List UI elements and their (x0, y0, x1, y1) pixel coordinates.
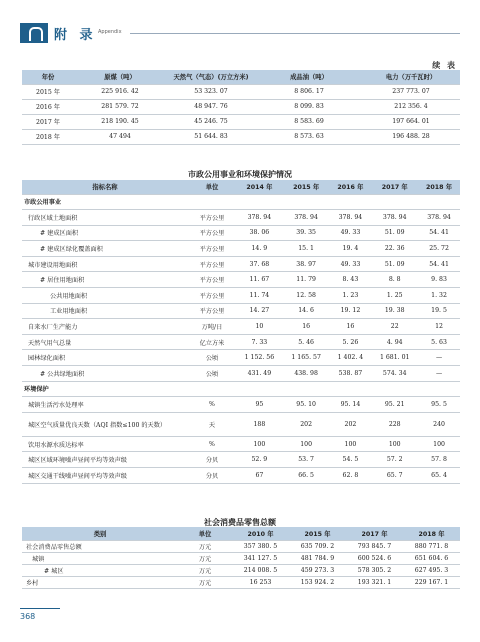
table-cell: 65. 4 (418, 468, 460, 484)
table-cell: % (188, 397, 236, 413)
table-cell: 平方公里 (188, 241, 236, 257)
table-cell: 95. 10 (283, 397, 330, 413)
table-cell: 1 402. 4 (330, 350, 372, 366)
table-cell: 212 356. 4 (362, 99, 460, 114)
table-cell: 54. 41 (418, 225, 460, 241)
table-row (22, 129, 460, 144)
table-cell: 万元 (178, 577, 232, 589)
table-cell: 11. 74 (236, 288, 283, 304)
column-header: 2014 年 (236, 180, 283, 194)
table-cell: 8. 8 (371, 272, 418, 288)
table-cell: 万元 (178, 540, 232, 552)
column-header: 原煤（吨） (74, 70, 166, 84)
table-row (22, 468, 460, 484)
table-cell: 100 (236, 436, 283, 452)
table-row (22, 552, 460, 564)
table-cell: 57. 8 (418, 452, 460, 468)
table-row (22, 366, 460, 382)
table-cell: 197 664. 01 (362, 114, 460, 129)
table-cell: 538. 87 (330, 366, 372, 382)
energy-consumption-table (22, 70, 460, 145)
page-number: 368 (20, 612, 36, 621)
table-cell: 平方公里 (188, 256, 236, 272)
table-cell: 14. 9 (236, 241, 283, 257)
column-header: 2010 年 (232, 527, 289, 540)
table-cell: 38. 97 (283, 256, 330, 272)
table-row (22, 288, 460, 304)
table-cell: 8. 43 (330, 272, 372, 288)
table-cell: 10 (236, 319, 283, 335)
table-cell: 2015 年 (22, 84, 74, 99)
table-cell: 19. 4 (330, 241, 372, 257)
row-label: # 居住用地面积 (22, 272, 188, 288)
column-header: 单位 (178, 527, 232, 540)
table-cell: 45 246. 75 (166, 114, 256, 129)
table-row (22, 241, 460, 257)
table-cell: 53 323. 07 (166, 84, 256, 99)
table-cell: 8 806. 17 (256, 84, 362, 99)
table-cell: 平方公里 (188, 272, 236, 288)
table-cell: 16 (283, 319, 330, 335)
table-cell: 153 924. 2 (289, 577, 346, 589)
table-cell: 分贝 (188, 452, 236, 468)
table-cell: 95. 21 (371, 397, 418, 413)
table-cell: 2016 年 (22, 99, 74, 114)
table-row (22, 436, 460, 452)
table-cell: 公顷 (188, 350, 236, 366)
table-cell: 5. 26 (330, 334, 372, 350)
table-cell: 438. 98 (283, 366, 330, 382)
table-cell: 651 604. 6 (403, 552, 460, 564)
table-row (22, 210, 460, 226)
table-cell: 万元 (178, 552, 232, 564)
table-cell: % (188, 436, 236, 452)
table-cell: — (418, 366, 460, 382)
table-cell: 95. 5 (418, 397, 460, 413)
table-cell: 1 152. 56 (236, 350, 283, 366)
table-cell: 357 380. 5 (232, 540, 289, 552)
continued-label: 续 表 (432, 61, 457, 70)
table-cell: 202 (283, 412, 330, 436)
column-header: 天然气（气态）(万立方米) (166, 70, 256, 84)
table-cell: 1. 32 (418, 288, 460, 304)
table-cell: 12 (418, 319, 460, 335)
table-cell: 47 494 (74, 129, 166, 144)
table-header-row (22, 180, 460, 194)
table-cell: 51. 09 (371, 256, 418, 272)
table-cell: 100 (371, 436, 418, 452)
table-row (22, 577, 460, 589)
table-cell: 237 773. 07 (362, 84, 460, 99)
row-label: 乡村 (22, 577, 178, 589)
row-label: 城镇生活污水处理率 (22, 397, 188, 413)
table-cell: 19. 5 (418, 303, 460, 319)
table-cell: 378. 94 (418, 210, 460, 226)
table-header-row (22, 70, 460, 84)
table-cell: 53. 7 (283, 452, 330, 468)
table-row (22, 225, 460, 241)
column-header: 2018 年 (418, 180, 460, 194)
row-label: 园林绿化面积 (22, 350, 188, 366)
table-cell: 25. 72 (418, 241, 460, 257)
table-cell: 95. 14 (330, 397, 372, 413)
table-cell: 5. 63 (418, 334, 460, 350)
table-cell: 4. 94 (371, 334, 418, 350)
table-caption: 社会消费品零售总额 (204, 518, 276, 527)
row-label: 天然气用气总量 (22, 334, 188, 350)
table-cell: 2018 年 (22, 129, 74, 144)
table-cell: 54. 41 (418, 256, 460, 272)
table-cell: 51 644. 83 (166, 129, 256, 144)
table-cell: 378. 94 (236, 210, 283, 226)
table-cell: 8 573. 63 (256, 129, 362, 144)
table-cell: 378. 94 (330, 210, 372, 226)
column-header: 2016 年 (330, 180, 372, 194)
column-header: 2015 年 (283, 180, 330, 194)
table-cell: 15. 1 (283, 241, 330, 257)
table-cell: 平方公里 (188, 225, 236, 241)
table-cell: 天 (188, 412, 236, 436)
table-cell: 225 916. 42 (74, 84, 166, 99)
table-cell: 95 (236, 397, 283, 413)
retail-sales-table (22, 527, 460, 589)
table-cell: 19. 12 (330, 303, 372, 319)
table-cell: 431. 49 (236, 366, 283, 382)
table-cell: 14. 27 (236, 303, 283, 319)
row-label: # 公共绿地面积 (22, 366, 188, 382)
row-label: 行政区域土地面积 (22, 210, 188, 226)
table-cell: 635 709. 2 (289, 540, 346, 552)
column-header: 单位 (188, 180, 236, 194)
row-label: 城区交通干线噪声昼间平均等效声级 (22, 468, 188, 484)
row-label: 城镇 (22, 552, 178, 564)
table-cell: 214 008. 5 (232, 564, 289, 576)
column-header: 类别 (22, 527, 178, 540)
table-cell: 48 947. 76 (166, 99, 256, 114)
table-row (22, 397, 460, 413)
table-cell: 65. 7 (371, 468, 418, 484)
table-cell: 1 681. 01 (371, 350, 418, 366)
table-cell: — (418, 350, 460, 366)
table-caption: 市政公用事业和环境保护情况 (188, 170, 292, 179)
footer-rule (20, 608, 60, 609)
table-row (22, 303, 460, 319)
table-row (22, 319, 460, 335)
table-cell: 880 771. 8 (403, 540, 460, 552)
table-row (22, 452, 460, 468)
table-row (22, 114, 460, 129)
column-header: 2015 年 (289, 527, 346, 540)
table-cell: 281 579. 72 (74, 99, 166, 114)
column-header: 2018 年 (403, 527, 460, 540)
table-cell: 341 127. 5 (232, 552, 289, 564)
row-label: 社会消费品零售总额 (22, 540, 178, 552)
table-row (22, 564, 460, 576)
table-cell: 16 253 (232, 577, 289, 589)
table-cell: 平方公里 (188, 288, 236, 304)
row-label: 公共用地面积 (22, 288, 188, 304)
table-cell: 100 (418, 436, 460, 452)
column-header: 指标名称 (22, 180, 188, 194)
table-cell: 218 190. 45 (74, 114, 166, 129)
column-header: 2017 年 (346, 527, 403, 540)
table-cell: 100 (330, 436, 372, 452)
table-row (22, 256, 460, 272)
row-label: # 建成区面积 (22, 225, 188, 241)
table-cell: 19. 38 (371, 303, 418, 319)
table-cell: 627 495. 3 (403, 564, 460, 576)
table-cell: 229 167. 1 (403, 577, 460, 589)
table-cell: 1 165. 57 (283, 350, 330, 366)
table-cell: 万元 (178, 564, 232, 576)
table-cell: 2017 年 (22, 114, 74, 129)
table-cell: 8 099. 83 (256, 99, 362, 114)
table-cell: 578 305. 2 (346, 564, 403, 576)
table-cell: 11. 67 (236, 272, 283, 288)
section-label: 市政公用事业 (22, 194, 460, 210)
table-cell: 12. 58 (283, 288, 330, 304)
table-cell: 188 (236, 412, 283, 436)
row-label: 工业用地面积 (22, 303, 188, 319)
table-cell: 51. 09 (371, 225, 418, 241)
table-cell: 1. 23 (330, 288, 372, 304)
table-row (22, 99, 460, 114)
row-label: # 建成区绿化覆盖面积 (22, 241, 188, 257)
table-row (22, 412, 460, 436)
table-cell: 37. 68 (236, 256, 283, 272)
header-title: 附 录 (54, 28, 97, 43)
section-label: 环境保护 (22, 381, 460, 397)
table-cell: 52. 9 (236, 452, 283, 468)
table-cell: 22 (371, 319, 418, 335)
table-cell: 54. 5 (330, 452, 372, 468)
table-cell: 57. 2 (371, 452, 418, 468)
table-cell: 22. 36 (371, 241, 418, 257)
row-label: 城市建设用地面积 (22, 256, 188, 272)
column-header: 电力（万千瓦时） (362, 70, 460, 84)
table-cell: 67 (236, 468, 283, 484)
table-cell: 378. 94 (371, 210, 418, 226)
table-cell: 14. 6 (283, 303, 330, 319)
table-cell: 11. 79 (283, 272, 330, 288)
table-cell: 100 (283, 436, 330, 452)
table-cell: 459 273. 3 (289, 564, 346, 576)
table-cell: 574. 34 (371, 366, 418, 382)
table-cell: 16 (330, 319, 372, 335)
table-row (22, 540, 460, 552)
table-cell: 49. 33 (330, 256, 372, 272)
table-cell: 平方公里 (188, 303, 236, 319)
table-cell: 793 845. 7 (346, 540, 403, 552)
row-label: 自来水厂生产能力 (22, 319, 188, 335)
column-header: 年份 (22, 70, 74, 84)
table-cell: 66. 5 (283, 468, 330, 484)
table-cell: 9. 83 (418, 272, 460, 288)
table-cell: 7. 33 (236, 334, 283, 350)
table-row (22, 334, 460, 350)
appendix-logo-icon (20, 23, 48, 43)
row-label: # 城区 (22, 564, 178, 576)
column-header: 2017 年 (371, 180, 418, 194)
table-cell: 平方公里 (188, 210, 236, 226)
row-label: 城区区域环境噪声昼间平均等效声级 (22, 452, 188, 468)
page-header (20, 23, 460, 43)
table-row (22, 272, 460, 288)
table-row (22, 350, 460, 366)
table-cell: 分贝 (188, 468, 236, 484)
section-row (22, 194, 460, 210)
table-cell: 240 (418, 412, 460, 436)
row-label: 城区空气质量优良天数（AQI 指数≤100 的天数） (22, 412, 188, 436)
section-row (22, 381, 460, 397)
table-cell: 481 784. 9 (289, 552, 346, 564)
column-header: 成品油（吨） (256, 70, 362, 84)
table-cell: 228 (371, 412, 418, 436)
table-cell: 5. 46 (283, 334, 330, 350)
table-cell: 万吨/日 (188, 319, 236, 335)
table-cell: 亿立方米 (188, 334, 236, 350)
municipal-environment-table (22, 180, 460, 484)
table-cell: 62. 8 (330, 468, 372, 484)
table-cell: 600 524. 6 (346, 552, 403, 564)
table-cell: 193 321. 1 (346, 577, 403, 589)
table-cell: 1. 25 (371, 288, 418, 304)
header-rule (130, 33, 460, 34)
table-cell: 378. 94 (283, 210, 330, 226)
table-row (22, 84, 460, 99)
table-cell: 8 583. 69 (256, 114, 362, 129)
table-cell: 公顷 (188, 366, 236, 382)
table-cell: 49. 33 (330, 225, 372, 241)
table-header-row (22, 527, 460, 540)
row-label: 饮用水源水质达标率 (22, 436, 188, 452)
table-cell: 196 488. 28 (362, 129, 460, 144)
table-cell: 202 (330, 412, 372, 436)
header-subtitle: Appendix (98, 29, 122, 35)
table-cell: 39. 35 (283, 225, 330, 241)
table-cell: 38. 06 (236, 225, 283, 241)
